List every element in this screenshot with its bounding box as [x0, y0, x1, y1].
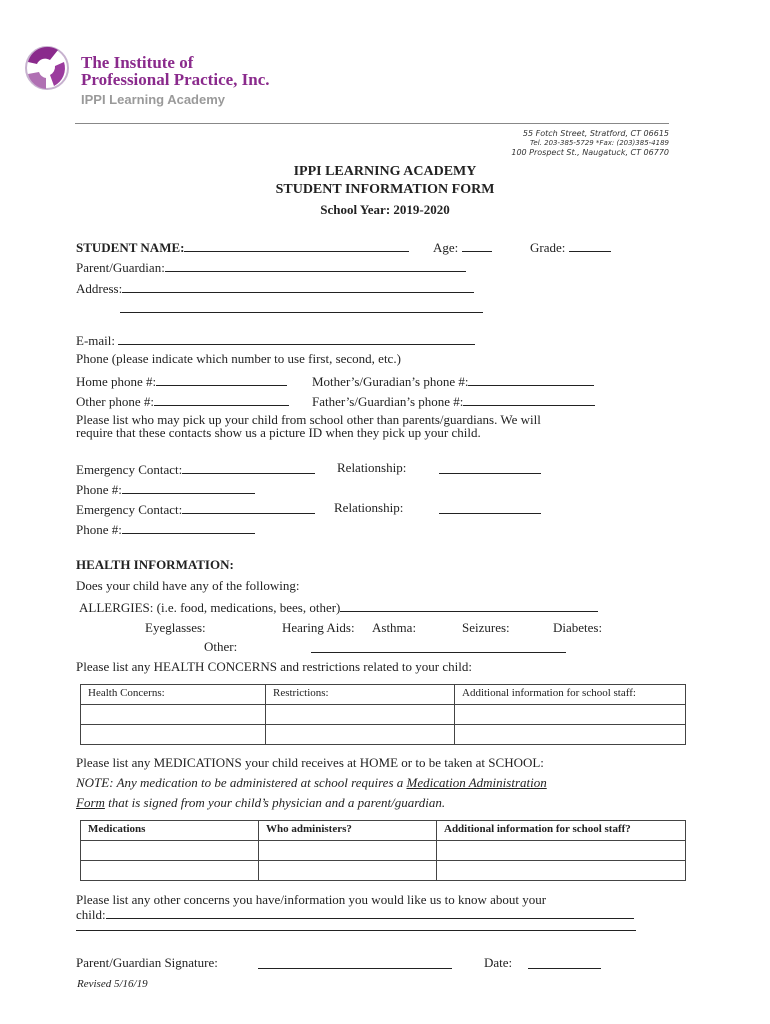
title-academy: IPPI LEARNING ACADEMY — [293, 164, 477, 179]
phone-1-label: Phone #: — [76, 482, 122, 497]
signature-field[interactable] — [258, 955, 452, 969]
diabetes-label: Diabetes: — [553, 620, 603, 635]
grade-field[interactable] — [569, 238, 611, 252]
medication-note-start: NOTE: Any medication to be administered at school requires a — [76, 775, 407, 790]
additional-info-staff-header: Additional information for school staff? — [437, 821, 686, 841]
other-concerns-field-2[interactable] — [76, 917, 636, 931]
health-concerns-table — [80, 684, 686, 745]
address-line-2: Tel. 203-385-5729 *Fax: (203)385-4189 — [530, 139, 669, 147]
student-name-field[interactable] — [184, 238, 409, 252]
table-cell[interactable] — [81, 725, 266, 745]
medication-form-link[interactable]: Medication Administration — [406, 775, 547, 790]
pickup-text-line1: Please list who may pick up your child from school other than parents/guardians. We will — [76, 412, 541, 427]
medications-header: Medications — [81, 821, 259, 841]
medication-note-end: that is signed from your child’s physician and a parent/guardian. — [104, 795, 446, 810]
address-line-1: 55 Fotch Street, Stratford, CT 06615 — [522, 129, 669, 138]
other-phone-field[interactable] — [154, 392, 289, 406]
other-label: Other: — [204, 639, 238, 654]
additional-info-header: Additional information for school staff: — [455, 685, 686, 705]
other-field[interactable] — [311, 639, 566, 653]
table-cell[interactable] — [259, 861, 437, 881]
signature-label: Parent/Guardian Signature: — [76, 955, 218, 970]
phone-2-label: Phone #: — [76, 522, 122, 537]
email-label: E-mail: — [76, 333, 115, 348]
relationship-1-field[interactable] — [439, 460, 541, 474]
eyeglasses-label: Eyeglasses: — [145, 620, 206, 635]
ippi-logo-icon — [20, 42, 74, 94]
medications-prompt: Please list any MEDICATIONS your child receives at HOME or to be taken at SCHOOL: — [76, 755, 544, 770]
mother-phone-field[interactable] — [468, 372, 594, 386]
who-administers-header: Who administers? — [259, 821, 437, 841]
title-form: STUDENT INFORMATION FORM — [275, 182, 495, 197]
table-cell[interactable] — [81, 705, 266, 725]
health-concerns-prompt: Please list any HEALTH CONCERNS and restrictions related to your child: — [76, 659, 472, 674]
father-phone-label: Father’s/Guardian’s phone #: — [312, 394, 464, 409]
allergies-field[interactable] — [340, 598, 598, 612]
table-cell[interactable] — [437, 861, 686, 881]
grade-label: Grade: — [530, 240, 566, 255]
address-field-line2[interactable] — [120, 299, 483, 313]
parent-field[interactable] — [165, 258, 466, 272]
phone-2-field[interactable] — [122, 520, 255, 534]
other-concerns-line1: Please list any other concerns you have/information you would like us to know about your — [76, 892, 547, 907]
table-cell[interactable] — [455, 725, 686, 745]
age-label: Age: — [433, 240, 459, 255]
address-field[interactable] — [122, 279, 474, 293]
phone-note: Phone (please indicate which number to use first, second, etc.) — [76, 351, 401, 366]
health-question: Does your child have any of the following: — [76, 578, 300, 593]
medications-table — [80, 820, 686, 881]
father-phone-field[interactable] — [463, 392, 595, 406]
asthma-label: Asthma: — [372, 620, 417, 635]
medication-form-link-2[interactable]: Form — [76, 795, 105, 810]
health-heading: HEALTH INFORMATION: — [76, 557, 234, 572]
pickup-text-line2: require that these contacts show us a picture ID when they pick up your child. — [76, 425, 481, 440]
table-cell[interactable] — [81, 861, 259, 881]
home-phone-field[interactable] — [156, 372, 287, 386]
phone-1-field[interactable] — [122, 480, 255, 494]
header-rule — [75, 123, 669, 124]
table-cell[interactable] — [266, 725, 455, 745]
table-cell[interactable] — [81, 841, 259, 861]
address-line-3: 100 Prospect St., Naugatuck, CT 06770 — [511, 148, 669, 157]
age-field[interactable] — [462, 238, 492, 252]
table-cell[interactable] — [259, 841, 437, 861]
other-concerns-line2: child: — [76, 907, 106, 922]
home-phone-label: Home phone #: — [76, 374, 157, 389]
restrictions-header: Restrictions: — [266, 685, 455, 705]
title-school-year: School Year: 2019-2020 — [320, 202, 450, 217]
other-phone-label: Other phone #: — [76, 394, 154, 409]
table-cell[interactable] — [266, 705, 455, 725]
emergency-contact-2-field[interactable] — [182, 500, 315, 514]
relationship-2-field[interactable] — [439, 500, 541, 514]
allergies-label: ALLERGIES: (i.e. food, medications, bees, other) — [79, 600, 341, 615]
table-cell[interactable] — [437, 841, 686, 861]
seizures-label: Seizures: — [462, 620, 510, 635]
date-label: Date: — [484, 955, 513, 970]
revised-note: Revised 5/16/19 — [77, 978, 148, 990]
email-field[interactable] — [118, 331, 475, 345]
emergency-contact-1-field[interactable] — [182, 460, 315, 474]
org-subtitle: IPPI Learning Academy — [81, 92, 226, 107]
emergency-contact-2-label: Emergency Contact: — [76, 502, 183, 517]
table-cell[interactable] — [455, 705, 686, 725]
relationship-2-label: Relationship: — [334, 500, 404, 515]
parent-label: Parent/Guardian: — [76, 260, 165, 275]
student-name-label: STUDENT NAME: — [76, 240, 185, 255]
org-name-line2: Professional Practice, Inc. — [81, 70, 270, 89]
date-field[interactable] — [528, 955, 601, 969]
address-label: Address: — [76, 281, 123, 296]
relationship-1-label: Relationship: — [337, 460, 407, 475]
org-name-line1: The Institute of — [81, 53, 194, 72]
mother-phone-label: Mother’s/Guradian’s phone #: — [312, 374, 469, 389]
health-concerns-header: Health Concerns: — [81, 685, 266, 705]
hearing-aids-label: Hearing Aids: — [282, 620, 355, 635]
emergency-contact-1-label: Emergency Contact: — [76, 462, 183, 477]
